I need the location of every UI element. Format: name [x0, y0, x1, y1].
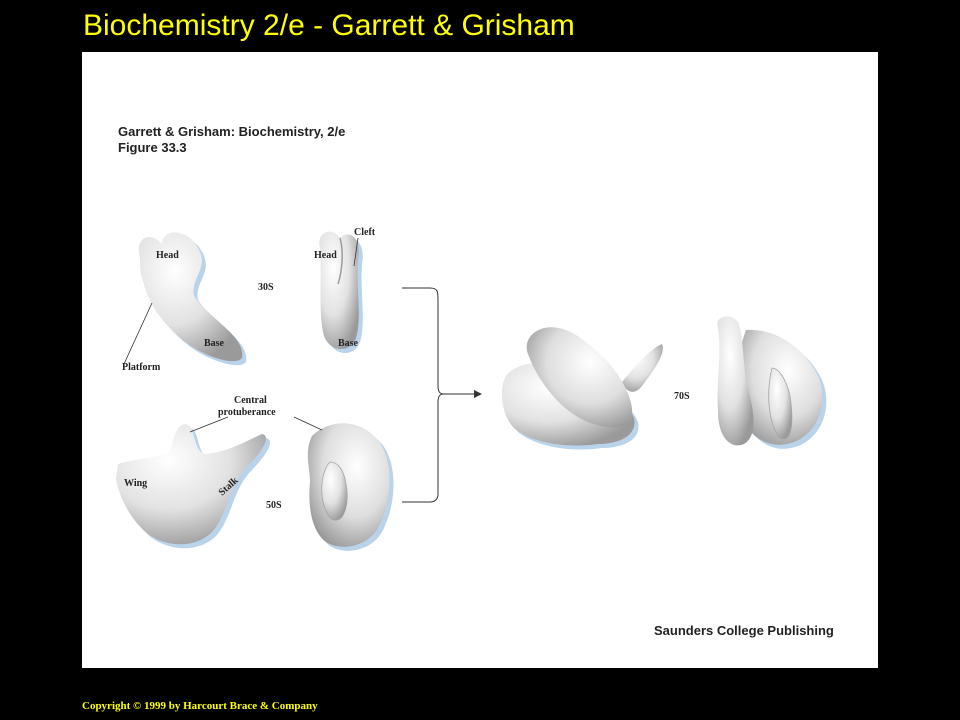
convergence-bracket	[402, 288, 482, 502]
figure-panel	[82, 52, 878, 668]
slide-title: Biochemistry 2/e - Garrett & Grisham	[83, 9, 575, 42]
figure-caption-source: Garrett & Grisham: Biochemistry, 2/e	[118, 124, 346, 139]
label-70s: 70S	[674, 391, 690, 402]
label-50s: 50S	[266, 500, 282, 511]
figure-caption	[118, 124, 345, 156]
platform-pointer-line	[124, 303, 152, 364]
subunit-30s-left-shape	[139, 232, 247, 365]
label-wing: Wing	[124, 478, 148, 489]
label-central-line2: protuberance	[218, 407, 276, 418]
subunit-50s-right-shape	[308, 423, 394, 551]
label-stalk: Stalk	[216, 475, 241, 499]
label-30s: 30S	[258, 282, 274, 293]
publisher-credit: Saunders College Publishing	[654, 623, 834, 638]
central-protuberance-pointer-left	[190, 417, 228, 432]
label-head-right: Head	[314, 250, 337, 261]
label-platform: Platform	[122, 362, 161, 373]
figure-caption-number: Figure 33.3	[118, 140, 187, 155]
label-base-left: Base	[204, 338, 224, 349]
ribosome-70s-right-shape	[717, 316, 826, 448]
label-base-right: Base	[338, 338, 358, 349]
label-cleft: Cleft	[354, 227, 376, 238]
ribosome-70s-left-shape	[502, 327, 663, 449]
label-central-line1: Central	[234, 395, 267, 406]
copyright-notice: Copyright © 1999 by Harcourt Brace & Company	[82, 700, 318, 712]
label-head-left: Head	[156, 250, 179, 261]
central-protuberance-pointer-right	[294, 417, 322, 430]
